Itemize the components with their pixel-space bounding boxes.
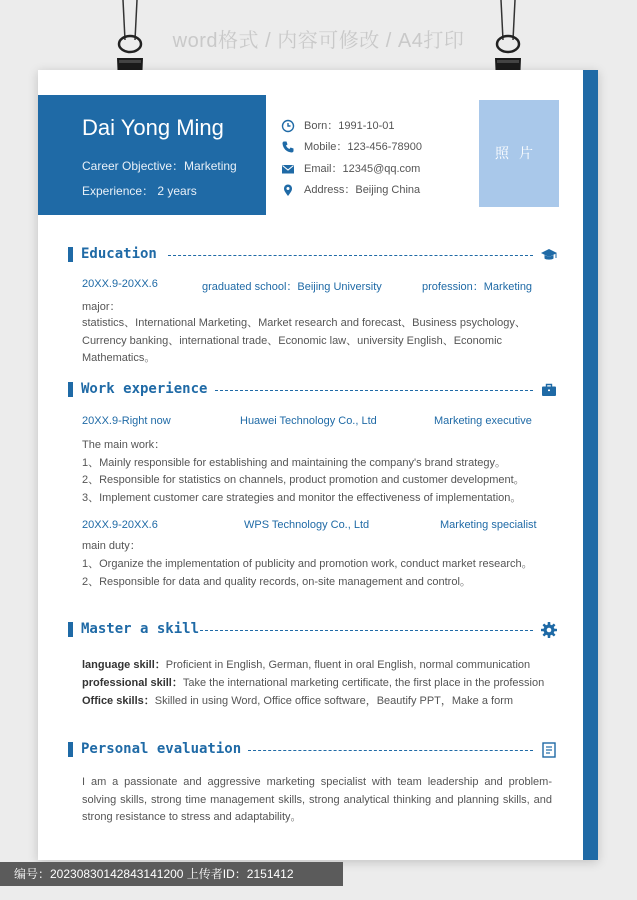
evaluation-text: I am a passionate and aggressive marketing specialist with team leadership and problem-solving skills, strong time management skills, strong analytical thinking and planning skills, and strong resistance to stress and adaptability。 bbox=[82, 776, 552, 823]
job-duty-item: 2、Responsible for data and quality records, on-site management and control。 bbox=[82, 576, 471, 588]
contact-address bbox=[281, 182, 420, 198]
education-title: Education bbox=[81, 246, 157, 262]
job-position: Marketing specialist bbox=[440, 519, 537, 531]
photo-placeholder: 照片 bbox=[479, 100, 559, 207]
job-duty-item: 2、Responsible for statistics on channels, product promotion and customer development。 bbox=[82, 474, 525, 486]
phone-icon bbox=[281, 140, 295, 154]
skills-header bbox=[68, 621, 558, 639]
major-label: major： bbox=[82, 301, 121, 313]
job-period: 20XX.9-20XX.6 bbox=[82, 519, 158, 531]
location-pin-icon bbox=[281, 183, 295, 197]
job-duties-label: The main work： bbox=[82, 439, 166, 451]
born-text: Born：1991-10-01 bbox=[304, 120, 395, 133]
job-duty-item: 3、Implement customer care strategies and monitor the effectiveness of implementation。 bbox=[82, 492, 522, 504]
footer-id-bar: 编号：20230830142843141200 上传者ID：2151412 bbox=[0, 862, 343, 886]
education-school: graduated school：Beijing University bbox=[202, 281, 382, 293]
skill-text: Proficient in English, German, fluent in oral English, normal communication bbox=[165, 659, 531, 671]
job-company: WPS Technology Co., Ltd bbox=[244, 519, 370, 531]
experience-years: Experience： 2 years bbox=[82, 184, 197, 198]
section-divider bbox=[248, 750, 533, 751]
briefcase-icon bbox=[540, 381, 558, 399]
major-courses: statistics、International Marketing、Market research and forecast、Business psychology、Currency banking、international trade、Economic law、university English、Economic Mathematics。 bbox=[82, 317, 526, 364]
notebook-icon bbox=[540, 741, 558, 759]
contact-mobile bbox=[281, 139, 422, 155]
skill-item bbox=[82, 656, 530, 672]
job-row bbox=[82, 519, 552, 533]
section-divider bbox=[168, 255, 533, 256]
contact-born bbox=[281, 118, 395, 134]
job-position: Marketing executive bbox=[434, 415, 532, 427]
skill-item bbox=[82, 674, 544, 690]
gear-icon bbox=[540, 621, 558, 639]
envelope-icon bbox=[281, 162, 295, 176]
job-duty-item: 1、Organize the implementation of publicity and promotion work, conduct market research。 bbox=[82, 558, 533, 570]
skill-label: Office skills： bbox=[82, 695, 155, 707]
education-profession: profession：Marketing bbox=[422, 281, 533, 293]
name-block bbox=[38, 95, 266, 215]
mobile-text: Mobile：123-456-78900 bbox=[304, 141, 423, 154]
skills-title: Master a skill bbox=[81, 621, 200, 637]
section-marker bbox=[68, 247, 73, 262]
career-objective: Career Objective：Marketing bbox=[82, 159, 237, 173]
graduation-cap-icon bbox=[540, 246, 558, 264]
work-title: Work experience bbox=[81, 381, 208, 397]
skill-text: Skilled in using Word, Office office software，Beautify PPT，Make a form bbox=[154, 695, 514, 707]
candidate-name: Dai Yong Ming bbox=[82, 115, 224, 140]
evaluation-header bbox=[68, 741, 558, 759]
contact-email bbox=[281, 161, 420, 177]
skill-text: Take the international marketing certificate, the first place in the profession bbox=[182, 677, 545, 689]
section-divider bbox=[215, 390, 533, 391]
work-header bbox=[68, 381, 558, 399]
email-text: Email：12345@qq.com bbox=[304, 163, 421, 176]
job-row bbox=[82, 415, 552, 429]
section-divider bbox=[200, 630, 533, 631]
job-company: Huawei Technology Co., Ltd bbox=[240, 415, 377, 427]
job-duty-item: 1、Mainly responsible for establishing and maintaining the company's brand strategy。 bbox=[82, 457, 506, 469]
education-header bbox=[68, 246, 558, 264]
clock-icon bbox=[281, 119, 295, 133]
skill-label: professional skill： bbox=[82, 677, 183, 689]
accent-side-bar bbox=[583, 70, 598, 860]
education-row bbox=[82, 278, 552, 292]
job-duties-label: main duty： bbox=[82, 540, 141, 552]
section-marker bbox=[68, 622, 73, 637]
address-text: Address：Beijing China bbox=[304, 184, 421, 197]
job-period: 20XX.9-Right now bbox=[82, 415, 171, 427]
skill-item bbox=[82, 692, 513, 708]
education-period: 20XX.9-20XX.6 bbox=[82, 278, 158, 290]
skill-label: language skill： bbox=[82, 659, 166, 671]
section-marker bbox=[68, 382, 73, 397]
section-marker bbox=[68, 742, 73, 757]
evaluation-title: Personal evaluation bbox=[81, 741, 242, 757]
page-caption: word格式 / 内容可修改 / A4打印 bbox=[172, 30, 465, 52]
